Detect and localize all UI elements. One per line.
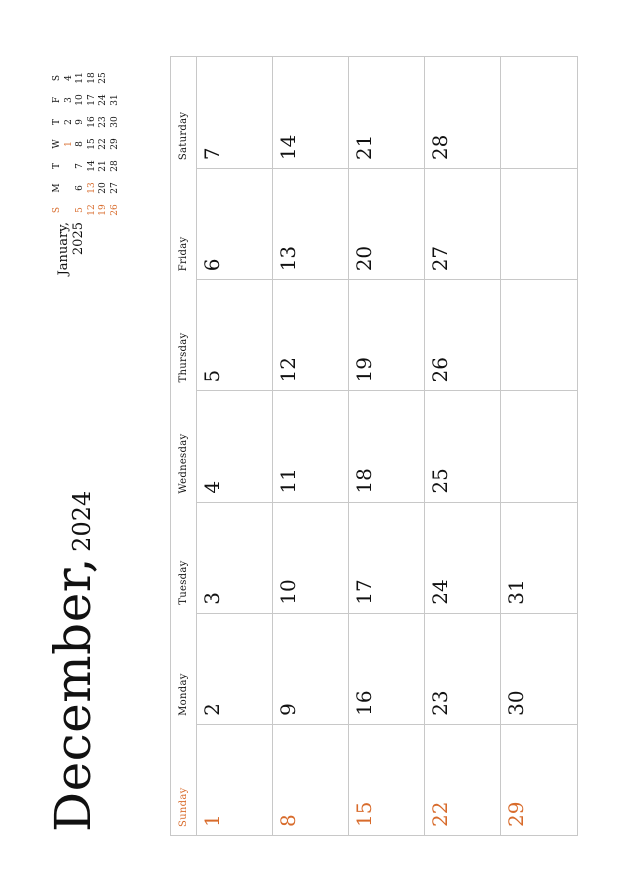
day-cell [501, 168, 577, 279]
weekday-label: Saturday [178, 111, 189, 161]
day-cell [501, 724, 577, 835]
mini-day: 11 [75, 72, 85, 84]
day-number: 23 [428, 690, 452, 716]
mini-calendar-month: January, [56, 222, 71, 276]
day-number: 5 [200, 369, 224, 383]
day-cell [425, 502, 501, 613]
title-year: 2024 [68, 490, 96, 552]
mini-day: 5 [75, 207, 85, 213]
weekday-label: Friday [178, 236, 189, 272]
mini-day: 29 [109, 138, 120, 150]
mini-day: 27 [109, 182, 120, 194]
mini-day: 26 [109, 204, 120, 216]
mini-calendar-title [56, 222, 86, 284]
mini-day: 17 [86, 94, 97, 106]
day-cell [197, 613, 273, 724]
day-cell [197, 724, 273, 835]
page-title [44, 490, 102, 832]
day-number: 17 [352, 579, 376, 605]
mini-day: 6 [75, 185, 85, 191]
day-cell [197, 279, 273, 390]
mini-day [110, 67, 122, 89]
day-cell [349, 57, 425, 168]
mini-weekday-label: S [52, 74, 62, 82]
day-cell [425, 724, 501, 835]
day-cell [349, 390, 425, 501]
weekday-label: Thursday [178, 332, 189, 383]
mini-day: 18 [86, 72, 97, 84]
day-number: 1 [200, 814, 224, 827]
day-cell [197, 502, 273, 613]
mini-weekday-label: F [52, 96, 62, 104]
mini-day: 7 [75, 163, 85, 169]
day-number: 29 [504, 801, 528, 827]
day-cell [425, 168, 501, 279]
day-number: 31 [504, 579, 528, 605]
mini-day: 21 [98, 160, 108, 172]
mini-day: 4 [63, 75, 74, 81]
mini-day: 20 [98, 182, 108, 194]
weekday-label: Tuesday [178, 560, 189, 605]
day-number: 11 [276, 468, 300, 494]
mini-day: 25 [98, 72, 108, 84]
day-cell [273, 279, 349, 390]
day-cell [273, 502, 349, 613]
mini-weekday-label: T [52, 163, 62, 170]
mini-day: 14 [86, 160, 97, 172]
day-cell [501, 613, 577, 724]
mini-weekday-label: S [52, 206, 62, 214]
title-month: December, [44, 556, 102, 832]
day-cell [197, 390, 273, 501]
day-cell [349, 502, 425, 613]
day-number: 27 [428, 245, 452, 272]
mini-day [64, 199, 76, 221]
mini-day: 12 [86, 204, 97, 216]
weekday-label: Monday [178, 673, 189, 716]
day-cell [273, 613, 349, 724]
mini-weekday-label: W [52, 139, 62, 149]
day-cell [349, 168, 425, 279]
weekday-header-row [171, 57, 197, 835]
day-number: 16 [352, 690, 376, 716]
day-number: 30 [504, 690, 528, 716]
weekday-label: Sunday [178, 787, 189, 827]
day-number: 26 [428, 356, 452, 383]
day-cell [349, 724, 425, 835]
day-cell [501, 390, 577, 501]
mini-day: 30 [109, 116, 120, 128]
mini-day: 31 [109, 94, 120, 106]
mini-day: 28 [109, 160, 120, 172]
day-number: 24 [428, 579, 452, 605]
mini-day: 2 [63, 119, 74, 125]
day-number: 14 [276, 134, 300, 161]
day-number: 20 [352, 245, 376, 272]
mini-day: 1 [63, 141, 74, 147]
day-number: 2 [200, 703, 224, 716]
day-number: 13 [276, 245, 300, 272]
mini-day: 8 [75, 141, 85, 147]
mini-weekday-label: M [52, 183, 62, 193]
day-number: 25 [428, 468, 452, 494]
day-number: 28 [428, 134, 452, 161]
day-cell [273, 390, 349, 501]
day-number: 9 [276, 703, 300, 716]
mini-day: 23 [98, 116, 108, 128]
day-cell [501, 57, 577, 168]
day-cell [273, 168, 349, 279]
day-number: 12 [276, 356, 300, 383]
month-grid [170, 56, 578, 836]
mini-day: 22 [98, 138, 108, 150]
day-cell [349, 613, 425, 724]
day-cell [501, 279, 577, 390]
mini-calendar-grid [52, 67, 121, 221]
day-number: 10 [276, 579, 300, 605]
day-cell [273, 57, 349, 168]
day-number: 3 [200, 591, 224, 605]
day-cell [197, 57, 273, 168]
day-number: 21 [352, 134, 376, 161]
mini-day: 10 [75, 94, 85, 106]
day-cell [425, 390, 501, 501]
day-number: 19 [352, 356, 376, 383]
day-number: 15 [352, 801, 376, 827]
day-cell [273, 724, 349, 835]
day-number: 8 [276, 814, 300, 827]
day-number: 6 [200, 258, 224, 272]
mini-day: 13 [86, 182, 97, 194]
mini-day: 3 [63, 97, 74, 103]
mini-day: 16 [86, 116, 97, 128]
day-number: 4 [200, 480, 224, 494]
mini-weekday-label: T [52, 119, 62, 126]
day-number: 18 [352, 468, 376, 494]
day-cell [197, 168, 273, 279]
mini-day: 9 [75, 119, 85, 125]
mini-day [64, 155, 76, 177]
mini-day [64, 177, 76, 199]
day-cell [425, 57, 501, 168]
day-cell [349, 279, 425, 390]
day-cell [425, 279, 501, 390]
mini-calendar-year: 2025 [71, 222, 86, 256]
weekday-label: Wednesday [178, 433, 189, 494]
mini-day: 15 [86, 138, 97, 150]
mini-day: 24 [98, 94, 108, 106]
mini-calendar-next-month [46, 24, 136, 284]
day-cell [425, 613, 501, 724]
mini-day: 19 [98, 204, 108, 216]
day-number: 22 [428, 801, 452, 827]
day-number: 7 [200, 147, 224, 161]
day-cell [501, 502, 577, 613]
